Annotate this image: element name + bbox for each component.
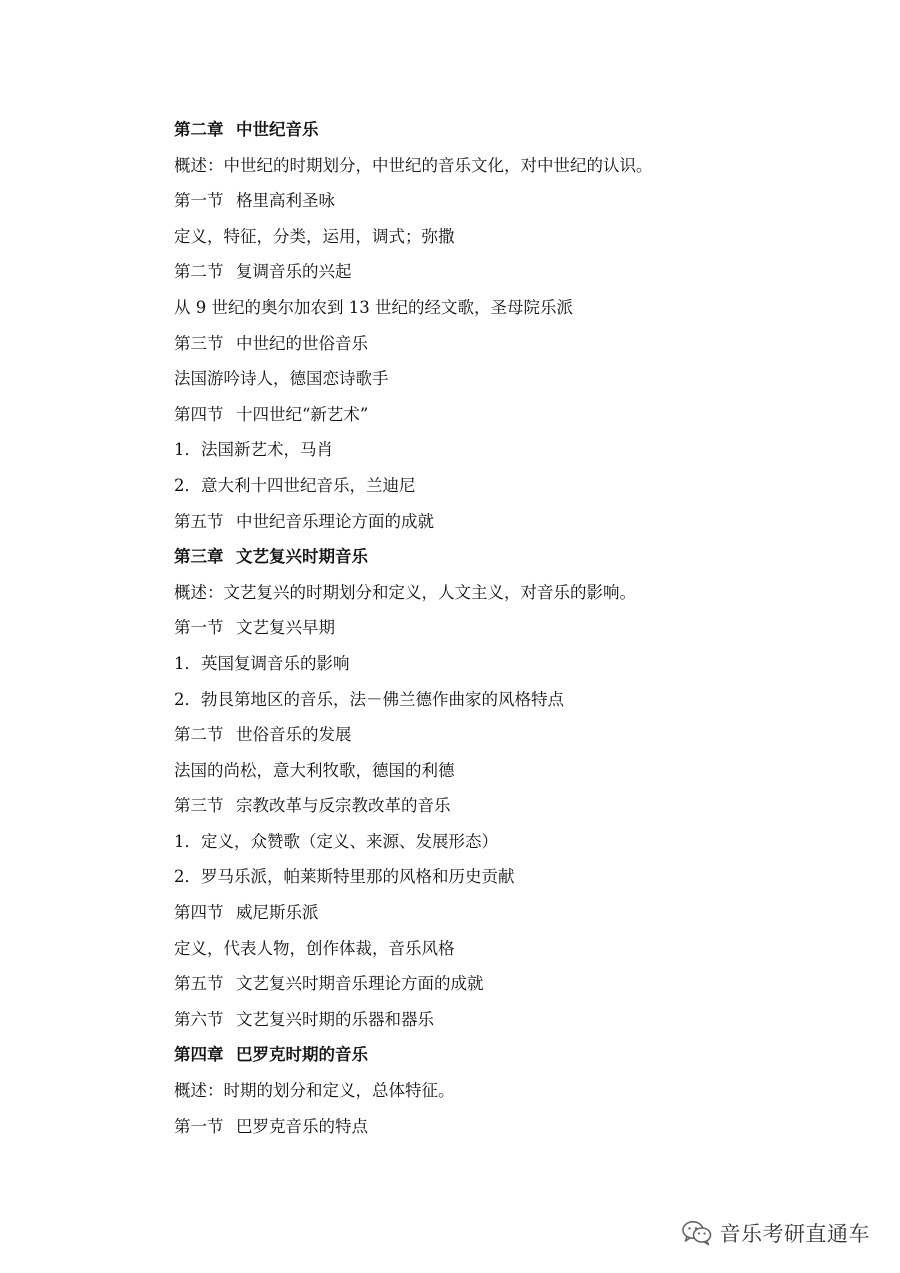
chapter-number: 第二章	[174, 120, 224, 139]
section-title: 文艺复兴时期的乐器和器乐	[236, 1009, 434, 1029]
outline-content	[174, 112, 864, 1144]
section-title: 格里高利圣咏	[236, 191, 335, 211]
outline-text: 2．勃艮第地区的音乐，法－佛兰德作曲家的风格特点	[174, 689, 564, 709]
section-title: 文艺复兴早期	[236, 618, 335, 638]
outline-text: 2．罗马乐派，帕莱斯特里那的风格和历史贡献	[174, 867, 515, 887]
outline-text: 法国的尚松，意大利牧歌，德国的利德	[174, 760, 455, 780]
outline-text: 1．英国复调音乐的影响	[174, 653, 350, 673]
section-heading	[174, 788, 864, 824]
section-heading	[174, 1002, 864, 1038]
watermark	[682, 1218, 871, 1248]
chapter-heading	[174, 539, 864, 575]
section-title: 巴罗克音乐的特点	[236, 1116, 368, 1136]
section-number: 第二节	[174, 725, 224, 745]
section-title: 威尼斯乐派	[236, 903, 319, 923]
section-heading	[174, 895, 864, 931]
section-title: 中世纪的世俗音乐	[236, 333, 368, 353]
wechat-icon	[682, 1220, 712, 1246]
outline-text: 定义，代表人物，创作体裁，音乐风格	[174, 938, 455, 958]
chapter-number: 第四章	[174, 1045, 224, 1065]
chapter-heading	[174, 1037, 864, 1073]
section-heading	[174, 504, 864, 540]
outline-text: 概述：文艺复兴的时期划分和定义，人文主义，对音乐的影响。	[174, 582, 636, 602]
outline-text: 1．定义，众赞歌（定义、来源、发展形态）	[174, 831, 498, 851]
section-number: 第二节	[174, 262, 224, 282]
outline-text: 从 9 世纪的奥尔加农到 13 世纪的经文歌，圣母院乐派	[174, 297, 573, 317]
chapter-title: 中世纪音乐	[236, 120, 319, 139]
section-heading	[174, 254, 864, 290]
section-number: 第三节	[174, 333, 224, 353]
outline-text: 概述：中世纪的时期划分，中世纪的音乐文化，对中世纪的认识。	[174, 155, 653, 175]
chapter-number: 第三章	[174, 547, 224, 567]
section-title: 文艺复兴时期音乐理论方面的成就	[236, 974, 484, 994]
chapter-heading	[174, 112, 864, 148]
watermark-text: 音乐考研直通车	[719, 1222, 870, 1246]
section-heading	[174, 397, 864, 433]
chapter-title: 文艺复兴时期音乐	[236, 547, 368, 567]
section-heading	[174, 326, 864, 362]
section-number: 第五节	[174, 511, 224, 531]
section-number: 第四节	[174, 903, 224, 923]
outline-text: 概述：时期的划分和定义，总体特征。	[174, 1081, 455, 1101]
section-number: 第一节	[174, 191, 224, 211]
section-title: 十四世纪“新艺术”	[236, 404, 369, 424]
section-number: 第一节	[174, 618, 224, 638]
section-title: 世俗音乐的发展	[236, 725, 352, 745]
section-number: 第三节	[174, 796, 224, 816]
section-number: 第五节	[174, 974, 224, 994]
section-heading	[174, 610, 864, 646]
section-number: 第一节	[174, 1116, 224, 1136]
section-heading	[174, 1109, 864, 1145]
section-heading	[174, 966, 864, 1002]
outline-text: 2．意大利十四世纪音乐，兰迪尼	[174, 475, 416, 495]
chapter-title: 巴罗克时期的音乐	[236, 1045, 368, 1065]
section-title: 复调音乐的兴起	[236, 262, 352, 282]
section-number: 第四节	[174, 404, 224, 424]
outline-text: 法国游吟诗人，德国恋诗歌手	[174, 369, 389, 389]
section-number: 第六节	[174, 1009, 224, 1029]
section-title: 宗教改革与反宗教改革的音乐	[236, 796, 451, 816]
section-heading	[174, 183, 864, 219]
section-title: 中世纪音乐理论方面的成就	[236, 511, 434, 531]
outline-text: 定义，特征，分类，运用，调式；弥撒	[174, 226, 455, 246]
section-heading	[174, 717, 864, 753]
outline-text: 1．法国新艺术，马肖	[174, 440, 333, 460]
